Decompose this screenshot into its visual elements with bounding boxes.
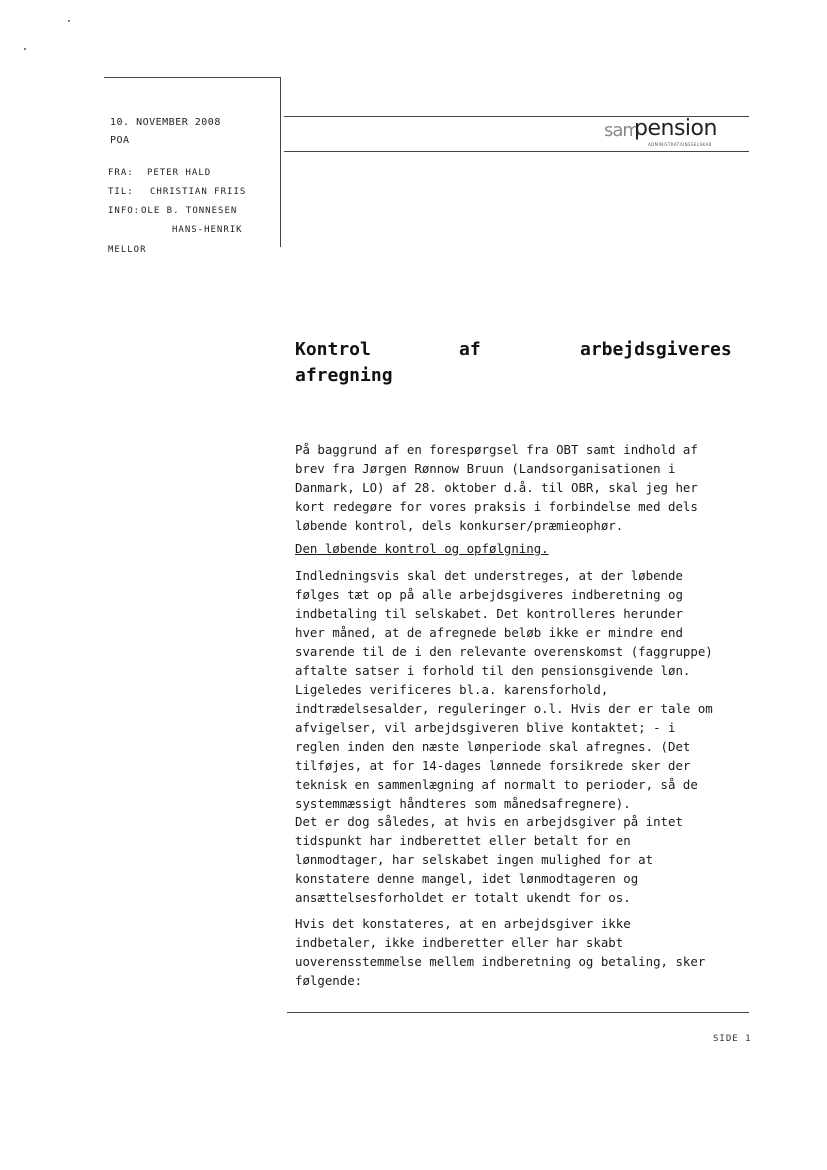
scan-speck	[68, 20, 70, 22]
logo-bottom-rule	[284, 151, 749, 152]
text-line: Det er dog således, at hvis en arbejdsgiver på intet	[295, 814, 683, 829]
info-label: INFO:	[108, 206, 141, 216]
info-name-1: OLE B. TONNESEN	[141, 206, 238, 216]
logo-wordmark: pension	[634, 116, 717, 141]
text-line: løbende kontrol, dels konkurser/præmieophør.	[295, 518, 624, 533]
document-initials: POA	[110, 135, 130, 146]
paragraph-1	[295, 566, 748, 813]
text-line: brev fra Jørgen Rønnow Bruun (Landsorganisationen i	[295, 461, 676, 476]
header-divider-vertical	[280, 77, 281, 247]
document-date: 10. NOVEMBER 2008	[110, 117, 221, 128]
logo-prefix: sam	[604, 120, 639, 141]
title-word-af: af	[459, 339, 481, 360]
text-line: følgende:	[295, 973, 363, 988]
text-line: systemmæssigt håndteres som månedsafregnere).	[295, 796, 631, 811]
logo-tagline: ADMINISTRATIONSSELSKAB	[648, 142, 712, 147]
from-label: FRA:	[108, 168, 134, 178]
text-line: Indledningsvis skal det understreges, at der løbende	[295, 568, 683, 583]
from-name: PETER HALD	[147, 168, 212, 178]
text-line: reglen inden den næste lønperiode skal afregnes. (Det	[295, 739, 691, 754]
sampension-logo	[604, 116, 746, 150]
page-number: SIDE 1	[713, 1034, 752, 1044]
text-line: tilføjes, at for 14-dages lønnede forsikrede sker der	[295, 758, 691, 773]
text-line: Ligeledes verificeres bl.a. karensforhold,	[295, 682, 609, 697]
paragraph-3	[295, 914, 748, 990]
text-line: indbetaler, ikke indberetter eller har skabt	[295, 935, 624, 950]
text-line: indbetaling til selskabet. Det kontrolleres herunder	[295, 606, 683, 621]
text-line: afvigelser, vil arbejdsgiveren blive kontaktet; - i	[295, 720, 676, 735]
text-line: kort redegøre for vores praksis i forbindelse med dels	[295, 499, 698, 514]
to-label: TIL:	[108, 187, 134, 197]
text-line: ansættelsesforholdet er totalt ukendt for os.	[295, 890, 631, 905]
text-line: Danmark, LO) af 28. oktober d.å. til OBR, skal jeg her	[295, 480, 698, 495]
scan-speck	[24, 48, 26, 50]
text-line: svarende til de i den relevante overenskomst (faggruppe)	[295, 644, 713, 659]
paragraph-2	[295, 812, 748, 907]
text-line: På baggrund af en forespørgsel fra OBT samt indhold af	[295, 442, 698, 457]
text-line: Hvis det konstateres, at en arbejdsgiver ikke	[295, 916, 631, 931]
header-top-rule	[104, 77, 280, 78]
text-line: tidspunkt har indberettet eller betalt for en	[295, 833, 631, 848]
text-line: aftalte satser i forhold til den pensionsgivende løn.	[295, 663, 691, 678]
text-line: uoverensstemmelse mellem indberetning og betaling, sker	[295, 954, 706, 969]
text-line: konstatere denne mangel, idet lønmodtageren og	[295, 871, 639, 886]
to-name: CHRISTIAN FRIIS	[150, 187, 247, 197]
info-name-2: HANS-HENRIK	[172, 225, 243, 235]
info-name-3: MELLOR	[108, 245, 147, 255]
title-line-2: afregning	[295, 365, 393, 386]
text-line: teknisk en sammenlægning af normalt to perioder, så de	[295, 777, 698, 792]
text-line: lønmodtager, har selskabet ingen mulighed for at	[295, 852, 654, 867]
page-bottom-rule	[287, 1012, 749, 1013]
text-line: indtrædelsesalder, reguleringer o.l. Hvis der er tale om	[295, 701, 713, 716]
text-line: hver måned, at de afregnede beløb ikke er mindre end	[295, 625, 683, 640]
text-line: følges tæt op på alle arbejdsgiveres indberetning og	[295, 587, 683, 602]
title-word-arbejdsgiveres: arbejdsgiveres	[580, 339, 732, 360]
intro-paragraph	[295, 440, 748, 535]
section-heading: Den løbende kontrol og opfølgning.	[295, 541, 549, 556]
title-word-kontrol: Kontrol	[295, 339, 371, 360]
